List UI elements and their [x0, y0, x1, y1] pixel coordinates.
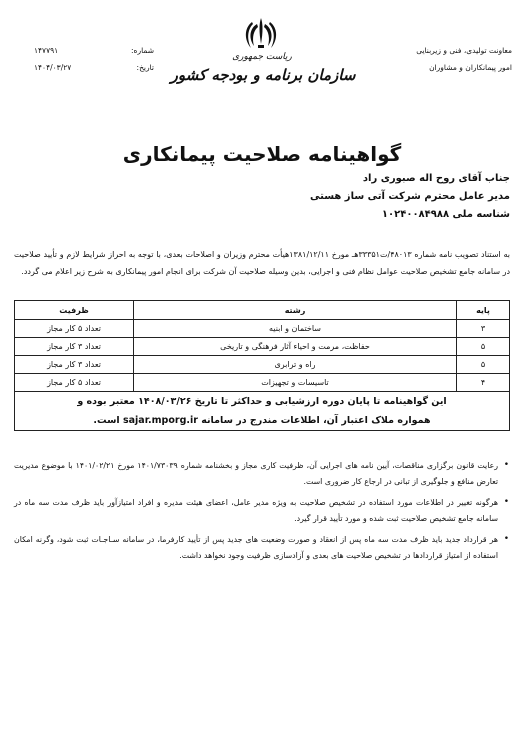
letter-date-row — [34, 59, 154, 76]
validity-line: این گواهینامه تا پایان دوره ارزشیابی و حداکثر تا تاریخ ۱۴۰۸/۰۳/۲۶ معتبر بوده و — [77, 396, 447, 407]
issuing-department — [362, 42, 512, 76]
table-row — [15, 338, 510, 356]
notes-list — [14, 458, 510, 569]
validity-row — [15, 392, 510, 431]
cell-field: راه و ترابری — [134, 356, 457, 374]
note-item: • هرگونه تغییر در اطلاعات مورد استفاده در تشخیص صلاحیت به ویژه مدیر عامل، اعضای هیئت مدیره و افراد امتیازآور باید ظرف مدت سه ماه در سامانه جامع تشخیص صلاحیت ثبت شده و مورد تأیید قرار گیرد. — [14, 495, 498, 526]
cell-capacity: تعداد ۳ کار مجاز — [15, 338, 134, 356]
cell-grade: ۴ — [457, 374, 510, 392]
letter-meta — [34, 42, 154, 76]
table-header-row — [15, 301, 510, 320]
cell-grade: ۵ — [457, 338, 510, 356]
cell-field: ساختمان و ابنیه — [134, 320, 457, 338]
cell-field: حفاظت، مرمت و احیاء آثار فرهنگی و تاریخی — [134, 338, 457, 356]
addressee-name: جناب آقای روح اله صبوری راد — [362, 173, 510, 184]
header-field: رشته — [134, 301, 457, 320]
number-value: ۱۴۷۷۹۱ — [34, 46, 59, 55]
office-line: امور پیمانکاران و مشاوران — [429, 63, 512, 72]
table-row — [15, 356, 510, 374]
qualification-table — [14, 300, 510, 431]
validity-line: همواره ملاک اعتبار آن، اطلاعات مندرج در سامانه sajar.mporg.ir است. — [93, 415, 431, 426]
table-row — [15, 374, 510, 392]
cell-capacity: تعداد ۵ کار مجاز — [15, 374, 134, 392]
letter-number-row — [34, 42, 154, 59]
cell-capacity: تعداد ۳ کار مجاز — [15, 356, 134, 374]
department-line: معاونت تولیدی، فنی و زیربنایی — [416, 46, 512, 55]
intro-paragraph: به استناد تصویب نامه شماره ۴۸۰۱۳/ت۳۳۳۵۱هـ مورخ ۱۳۸۱/۱۲/۱۱هیأت محترم وزیران و اصلاحات بعدی، با توجه به احراز شرایط لازم و تأیید صلاحیت در سامانه جامع تشخیص صلاحیت عوامل نظام فنی و اجرایی، بدین وسیله صلاحیت آن شرکت برای انجام امور پیمانکاری به شرح زیر اعلام می گردد. — [14, 250, 511, 276]
cell-grade: ۳ — [457, 320, 510, 338]
cell-grade: ۵ — [457, 356, 510, 374]
number-label: شماره: — [131, 46, 154, 55]
presidency-text: ریاست جمهوری — [232, 52, 292, 62]
table-row — [15, 320, 510, 338]
addressee-position: مدیر عامل محترم شرکت آتی ساز هستی — [310, 191, 510, 202]
addressee-block — [210, 170, 510, 224]
organization-name: سازمان برنامه و بودجه کشور — [170, 66, 356, 84]
note-item: • هر قرارداد جدید باید ظرف مدت سه ماه پس از انعقاد و صورت وضعیت های جدید پس از تأیید کارفرما، در سامانه سـاجـات ثبت شود، وگرنه امکان استفاده از امتیاز قراردادها در تشخیص صلاحیت های بعدی و آزادسازی ظرفیت وجود نخواهد داشت. — [14, 532, 498, 563]
header-grade: پایه — [457, 301, 510, 320]
date-label: تاریخ: — [136, 63, 154, 72]
cell-field: تاسیسات و تجهیزات — [134, 374, 457, 392]
validity-statement — [15, 392, 510, 431]
note-item: • رعایت قانون برگزاری مناقصات، آیین نامه های اجرایی آن، ظرفیت کاری مجاز و بخشنامه شماره ۱۴۰۱/۷۳۰۳۹ مورخ ۱۴۰۱/۰۲/۲۱ با موضوع مدیریت تعارض منافع و جلوگیری از تبانی در ارجاع کار ضروری است. — [14, 458, 498, 489]
page-title: گواهینامه صلاحیت پیمانکاری — [122, 142, 402, 166]
header-capacity: ظرفیت — [15, 301, 134, 320]
date-value: ۱۴۰۴/۰۳/۲۷ — [34, 63, 72, 72]
national-id: شناسه ملی ۱۰۲۴۰۰۸۴۹۸۸ — [381, 209, 510, 220]
cell-capacity: تعداد ۵ کار مجاز — [15, 320, 134, 338]
